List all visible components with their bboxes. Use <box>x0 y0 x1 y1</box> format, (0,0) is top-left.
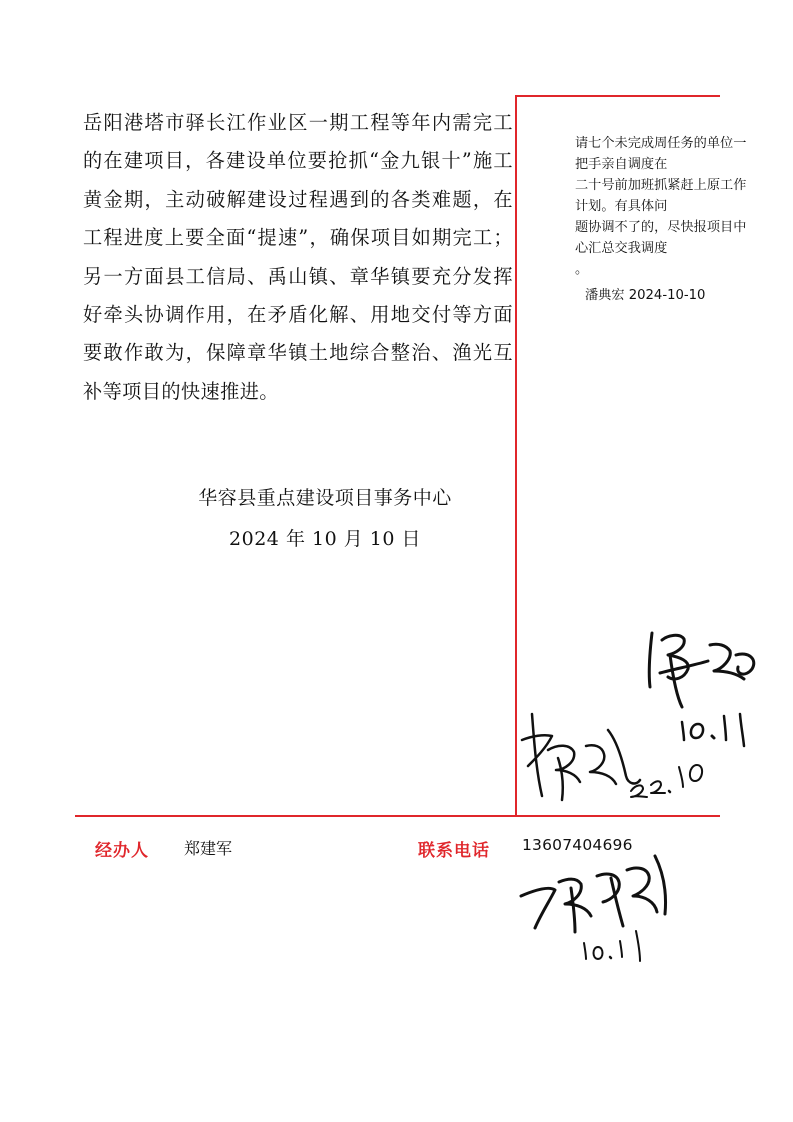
handler-label: 经办人 <box>95 841 149 861</box>
document-date: 2024 年 10 月 10 日 <box>229 528 421 550</box>
handwritten-date <box>676 710 756 750</box>
comment-line: 请七个未完成周任务的单位一 <box>575 136 747 151</box>
handler-name: 郑建军 <box>184 839 233 858</box>
handwritten-date <box>578 925 648 965</box>
comment-line: 计划。有具体问 <box>575 199 668 214</box>
phone-number: 13607404696 <box>522 836 633 854</box>
handwritten-date <box>625 755 705 800</box>
comment-line: 二十号前加班抓紧赶上原工作 <box>575 178 747 193</box>
body-paragraph: 岳阳港塔市驿长江作业区一期工程等年内需完工的在建项目，各建设单位要抢抓“金九银十”施工黄金期，主动破解建设过程遇到的各类难题，在工程进度上要全面“提速”，确保项目如期完工；另一方面县工信局、禹山镇、章华镇要充分发挥好牵头协调作用，在矛盾化解、用地交付等方面要敢作敢为，保障章华镇土地综合整治、渔光互补等项目的快速推进。 <box>83 111 513 403</box>
comment-line: 把手亲自调度在 <box>575 157 668 172</box>
comment-line: 题协调不了的，尽快报项目中 <box>575 220 747 235</box>
comment-line: 。 <box>575 262 589 277</box>
phone-label: 联系电话 <box>418 841 490 861</box>
issuing-organization: 华容县重点建设项目事务中心 <box>198 487 452 509</box>
approval-comment <box>575 133 787 280</box>
red-top-rule <box>515 95 720 97</box>
red-vertical-rule <box>515 95 517 815</box>
red-footer-rule <box>75 815 720 817</box>
comment-signature: 潘典宏 2024-10-10 <box>585 288 706 303</box>
comment-line: 心汇总交我调度 <box>575 241 668 256</box>
